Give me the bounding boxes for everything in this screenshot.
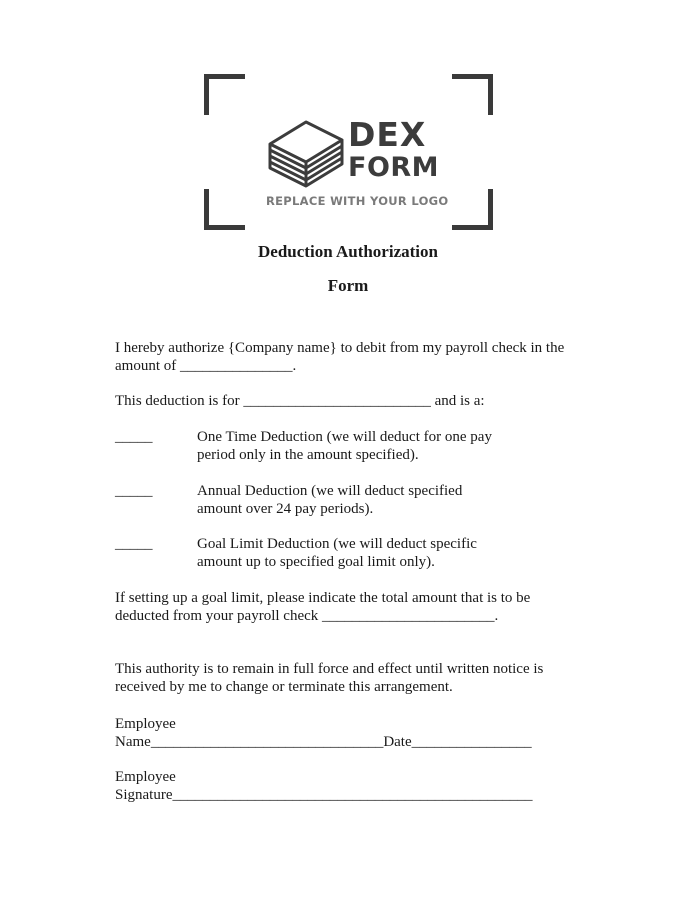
paper-stack-icon (266, 114, 346, 190)
employee-signature-label: Employee (115, 769, 176, 785)
authority-text: This authority is to remain in full force and effect until written notice is (115, 661, 544, 677)
option-label-one-time: One Time Deduction (we will deduct for one pay (197, 429, 492, 445)
employee-name-label: Employee (115, 716, 176, 732)
option-checkbox-annual[interactable]: _____ (115, 483, 153, 499)
option-label-annual: Annual Deduction (we will deduct specified (197, 483, 463, 499)
option-checkbox-one-time[interactable]: _____ (115, 429, 153, 445)
deduction-purpose-blank[interactable]: This deduction is for _________________________ and is a: (115, 393, 485, 409)
logo-word-form: FORM (348, 152, 440, 183)
amount-blank[interactable]: amount of _______________. (115, 358, 297, 374)
goal-limit-text: If setting up a goal limit, please indicate the total amount that is to be (115, 590, 531, 606)
option-label-goal-limit: Goal Limit Deduction (we will deduct specific (197, 536, 477, 552)
authority-text-cont: received by me to change or terminate this arrangement. (115, 679, 453, 695)
logo-frame-corner (204, 74, 245, 115)
document-title-line2: Form (327, 276, 369, 295)
document-title: Deduction Authorization (258, 242, 438, 261)
employee-name-date-field[interactable]: Name_______________________________Date________________ (115, 734, 532, 750)
option-checkbox-goal-limit[interactable]: _____ (115, 536, 153, 552)
goal-limit-amount-blank[interactable]: deducted from your payroll check _______________________. (115, 608, 499, 624)
logo-frame-corner (452, 189, 493, 230)
logo-frame-corner (452, 74, 493, 115)
logo-frame-corner (204, 189, 245, 230)
option-label-goal-limit-cont: amount up to specified goal limit only). (197, 554, 435, 570)
employee-signature-field[interactable]: Signature________________________________________________ (115, 787, 533, 803)
company-logo (204, 74, 493, 230)
option-label-one-time-cont: period only in the amount specified). (197, 447, 419, 463)
logo-word-dex: DEX (348, 115, 427, 154)
authorization-text: I hereby authorize {Company name} to debit from my payroll check in the (115, 340, 565, 356)
option-label-annual-cont: amount over 24 pay periods). (197, 501, 374, 517)
logo-tagline: REPLACE WITH YOUR LOGO (266, 194, 449, 208)
